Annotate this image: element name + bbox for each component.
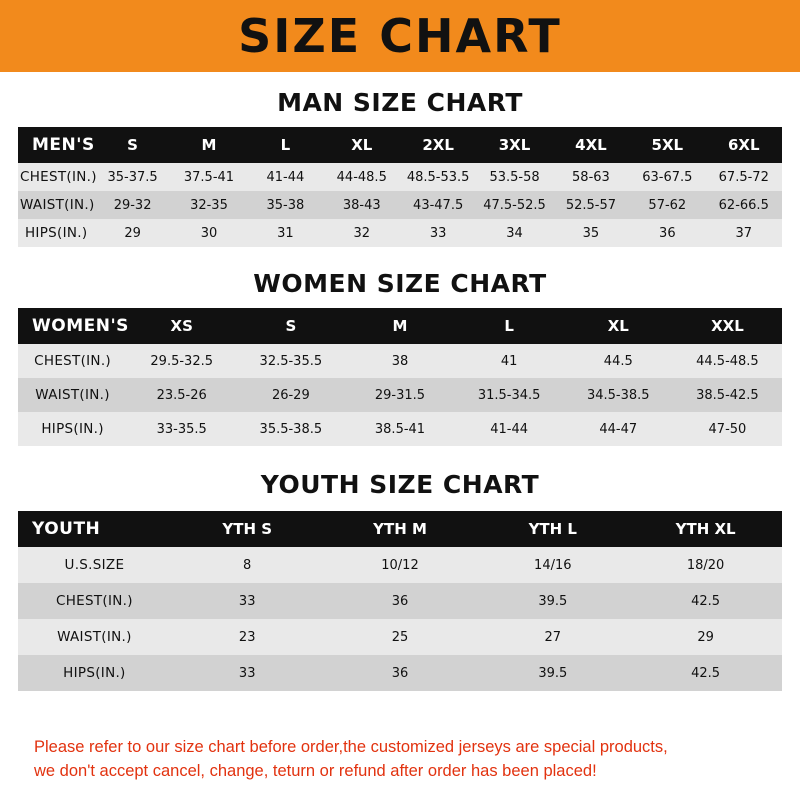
man-r2c7: 36 xyxy=(659,225,676,241)
women-r2c2: 38.5-41 xyxy=(374,421,426,437)
youth-section-title: YOUTH SIZE CHART xyxy=(260,470,540,499)
youth-r0c1: 10/12 xyxy=(381,557,419,573)
man-section-title: MAN SIZE CHART xyxy=(277,88,523,117)
table-row xyxy=(18,163,782,191)
women-r2c0: 33-35.5 xyxy=(156,421,207,437)
banner xyxy=(0,0,800,72)
man-col-2: L xyxy=(280,136,291,154)
women-r1c1: 26-29 xyxy=(271,387,310,403)
youth-col-0: YTH S xyxy=(222,520,273,538)
man-row-1-label: WAIST(IN.) xyxy=(20,197,95,213)
man-col-0: S xyxy=(127,136,138,154)
women-col-0: XS xyxy=(170,317,193,335)
youth-r0c0: 8 xyxy=(243,557,252,573)
women-r0c1: 32.5-35.5 xyxy=(259,353,323,369)
man-row-2-label: HIPS(IN.) xyxy=(24,225,88,241)
youth-col-2: YTH L xyxy=(528,520,577,538)
women-r0c3: 41 xyxy=(500,353,518,369)
women-table-header xyxy=(18,308,782,344)
man-r0c8: 67.5-72 xyxy=(718,169,769,185)
man-col-1: M xyxy=(201,136,217,154)
youth-row-3-label: HIPS(IN.) xyxy=(63,665,126,681)
man-r1c2: 35-38 xyxy=(266,197,305,213)
youth-r2c1: 25 xyxy=(391,629,409,645)
youth-r1c0: 33 xyxy=(238,593,256,609)
man-r1c8: 62-66.5 xyxy=(718,197,769,213)
footer-note-line-2: we don't accept cancel, change, teturn or refund after order has been placed! xyxy=(34,762,597,781)
youth-row-1-label: CHEST(IN.) xyxy=(55,593,133,609)
man-r2c6: 35 xyxy=(582,225,600,241)
youth-r1c3: 42.5 xyxy=(691,593,721,609)
women-r0c5: 44.5-48.5 xyxy=(696,353,759,369)
women-r2c5: 47-50 xyxy=(708,421,747,437)
man-table-header xyxy=(18,127,782,163)
youth-size-table xyxy=(18,511,782,691)
table-row xyxy=(18,412,782,446)
man-col-7: 5XL xyxy=(651,136,684,154)
youth-table-body xyxy=(18,547,782,691)
youth-row-0-label: U.S.SIZE xyxy=(64,557,125,573)
women-r2c3: 41-44 xyxy=(490,421,529,437)
man-table-body xyxy=(18,163,782,247)
man-col-5: 3XL xyxy=(498,136,531,154)
man-r2c3: 32 xyxy=(353,225,371,241)
footer-note xyxy=(18,722,782,800)
man-r1c5: 47.5-52.5 xyxy=(483,197,546,213)
women-col-2: M xyxy=(392,317,408,335)
youth-header-row xyxy=(18,511,782,547)
man-r0c5: 53.5-58 xyxy=(489,169,540,185)
table-row xyxy=(18,655,782,691)
man-r0c7: 63-67.5 xyxy=(642,169,693,185)
man-r0c2: 41-44 xyxy=(266,169,305,185)
women-r1c4: 34.5-38.5 xyxy=(586,387,650,403)
footer-note-line-1: Please refer to our size chart before order,the customized jerseys are special products, xyxy=(34,738,668,757)
women-table-body xyxy=(18,344,782,446)
women-col-4: XL xyxy=(607,317,629,335)
man-r2c1: 30 xyxy=(200,225,218,241)
women-row-1-label: WAIST(IN.) xyxy=(35,387,110,403)
man-r1c3: 38-43 xyxy=(342,197,381,213)
man-col-3: XL xyxy=(351,136,373,154)
youth-col-1: YTH M xyxy=(373,520,427,538)
women-col-3: L xyxy=(504,317,514,335)
youth-r2c0: 23 xyxy=(238,629,256,645)
women-size-table xyxy=(18,308,782,446)
man-r1c7: 57-62 xyxy=(648,197,687,213)
women-r2c4: 44-47 xyxy=(599,421,638,437)
youth-r3c0: 33 xyxy=(238,665,256,681)
banner-title: SIZE CHART xyxy=(238,9,562,63)
man-r0c0: 35-37.5 xyxy=(107,169,158,185)
table-row xyxy=(18,619,782,655)
youth-r2c2: 27 xyxy=(544,629,562,645)
women-r0c0: 29.5-32.5 xyxy=(150,353,213,369)
women-r2c1: 35.5-38.5 xyxy=(259,421,323,437)
man-row-0-label: CHEST(IN.) xyxy=(20,169,97,185)
women-r0c4: 44.5 xyxy=(603,353,633,369)
women-r1c2: 29-31.5 xyxy=(374,387,426,403)
women-r1c3: 31.5-34.5 xyxy=(477,387,541,403)
man-r2c8: 37 xyxy=(735,225,753,241)
youth-r3c1: 36 xyxy=(391,665,409,681)
man-r2c4: 33 xyxy=(429,225,447,241)
man-r1c6: 52.5-57 xyxy=(565,197,617,213)
man-r1c4: 43-47.5 xyxy=(413,197,464,213)
women-col-1: S xyxy=(285,317,297,335)
table-row xyxy=(18,219,782,247)
women-corner-label: WOMEN'S xyxy=(32,316,129,336)
table-row xyxy=(18,583,782,619)
man-r0c6: 58-63 xyxy=(572,169,610,185)
table-row xyxy=(18,378,782,412)
youth-r3c2: 39.5 xyxy=(538,665,568,681)
man-r1c1: 32-35 xyxy=(190,197,228,213)
youth-r0c3: 18/20 xyxy=(686,557,725,573)
youth-r1c2: 39.5 xyxy=(538,593,568,609)
youth-table-header xyxy=(18,511,782,547)
youth-col-3: YTH XL xyxy=(675,520,736,538)
women-section-title: WOMEN SIZE CHART xyxy=(253,269,547,298)
women-r1c0: 23.5-26 xyxy=(156,387,207,403)
youth-row-2-label: WAIST(IN.) xyxy=(57,629,132,645)
women-header-row xyxy=(18,308,782,344)
man-corner-label: MEN'S xyxy=(32,135,95,155)
man-col-8: 6XL xyxy=(727,136,760,154)
content xyxy=(0,72,800,800)
man-col-4: 2XL xyxy=(422,136,454,154)
youth-r3c3: 42.5 xyxy=(691,665,721,681)
table-row xyxy=(18,191,782,219)
man-r0c4: 48.5-53.5 xyxy=(406,169,470,185)
youth-r0c2: 14/16 xyxy=(534,557,572,573)
youth-r1c1: 36 xyxy=(391,593,409,609)
women-r0c2: 38 xyxy=(391,353,409,369)
table-row xyxy=(18,547,782,583)
man-r1c0: 29-32 xyxy=(113,197,152,213)
man-col-6: 4XL xyxy=(575,136,607,154)
man-size-table xyxy=(18,127,782,247)
man-r2c2: 31 xyxy=(277,225,294,241)
women-row-0-label: CHEST(IN.) xyxy=(34,353,111,369)
man-r0c3: 44-48.5 xyxy=(336,169,387,185)
table-row xyxy=(18,344,782,378)
youth-r2c3: 29 xyxy=(697,629,714,645)
women-col-5: XXL xyxy=(711,317,744,335)
man-header-row xyxy=(18,127,782,163)
women-row-2-label: HIPS(IN.) xyxy=(41,421,104,437)
youth-corner-label: YOUTH xyxy=(32,519,101,539)
man-r0c1: 37.5-41 xyxy=(183,169,235,185)
man-r2c5: 34 xyxy=(506,225,523,241)
women-r1c5: 38.5-42.5 xyxy=(696,387,759,403)
man-r2c0: 29 xyxy=(124,225,141,241)
